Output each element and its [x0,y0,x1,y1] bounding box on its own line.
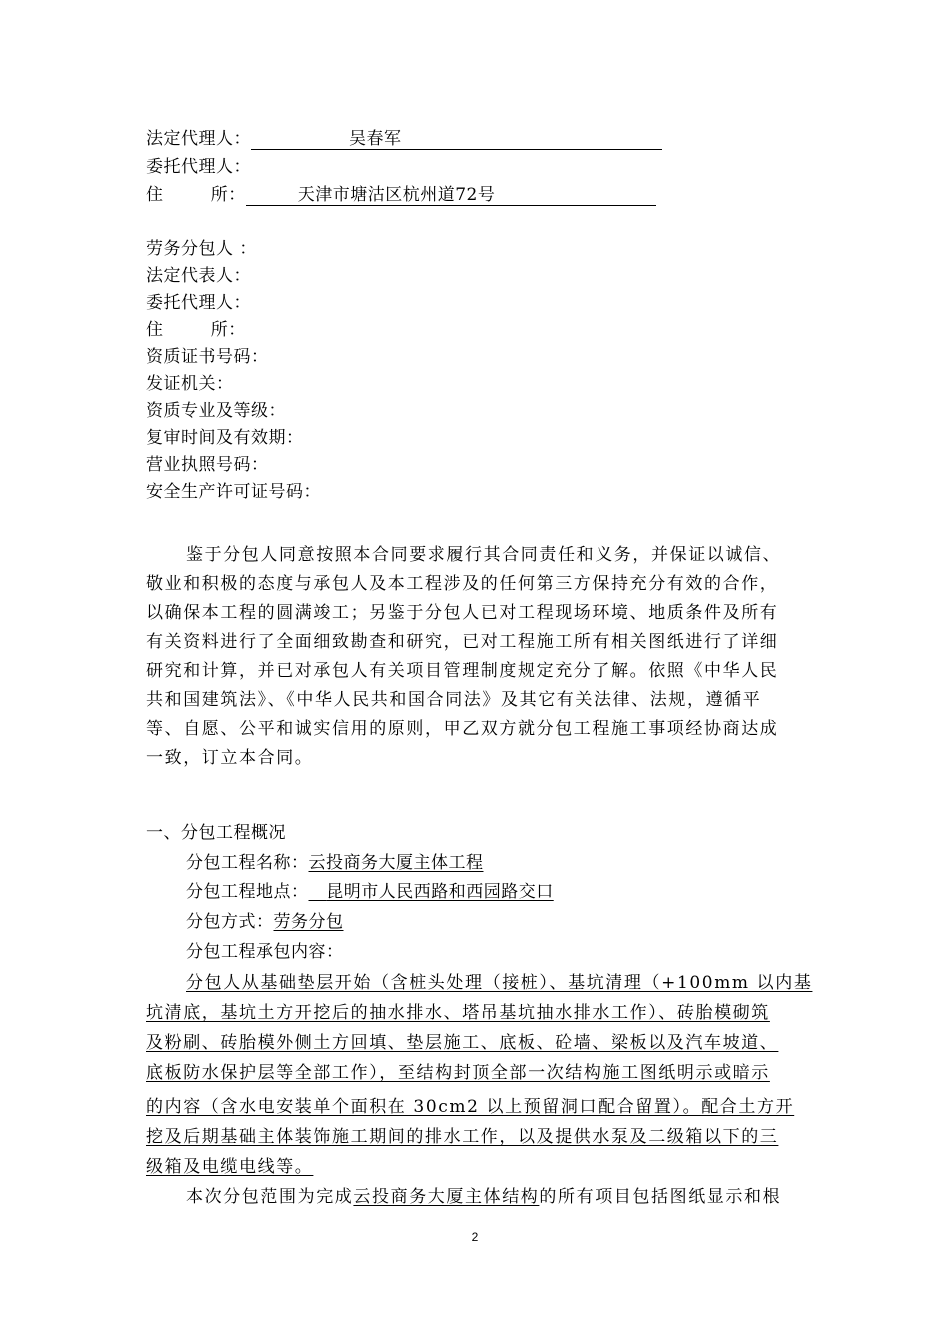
preamble-line: 以确保本工程的圆满竣工；另鉴于分包人已对工程现场环境、地质条件及所有 [146,603,779,623]
content-line: 及粉刷、砖胎模外侧土方回填、垫层施工、底板、砼墙、梁板以及汽车坡道、 [146,1033,779,1053]
content-line: 分包人从基础垫层开始（含桩头处理（接桩）、基坑清理（+100mm 以内基 [186,973,813,993]
project-name-value: 云投商务大厦主体工程 [308,853,484,873]
sub-field-review: 复审时间及有效期： [146,428,304,448]
agent-line [146,156,251,178]
preamble-line: 研究和计算，并已对承包人有关项目管理制度规定充分了解。依照《中华人民 [146,661,779,681]
method-line [186,911,344,933]
legal-rep-value: 吴春军 [349,129,402,149]
sub-field-agent: 委托代理人： [146,293,251,313]
preamble-line: 鉴于分包人同意按照本合同要求履行其合同责任和义务，并保证以诚信、 [186,545,782,565]
preamble-line: 有关资料进行了全面细致勘查和研究，已对工程施工所有相关图纸进行了详细 [146,632,779,652]
address-line [146,184,656,206]
legal-rep-label: 法定代理人： [146,129,251,149]
legal-rep-line [146,128,662,150]
content-line: 级箱及电缆电线等。 [146,1157,314,1177]
content-line: 的内容（含水电安装单个面积在 30cm2 以上预留洞口配合留置）。配合土方开 [146,1097,795,1117]
page-number: 2 [471,1230,479,1244]
content-line: 挖及后期基础主体装饰施工期间的排水工作，以及提供水泵及二级箱以下的三 [146,1127,779,1147]
scope-underlined: 云投商务大厦主体结构 [353,1187,540,1207]
scope-line [186,1186,781,1208]
preamble-line: 一致，订立本合同。 [146,748,314,768]
project-name-line [186,852,484,874]
legal-rep-field [251,129,662,150]
address-label: 住 所： [146,185,246,205]
content-label: 分包工程承包内容： [186,942,344,962]
scope-prefix: 本次分包范围为完成 [186,1187,354,1207]
sub-field-license: 营业执照号码： [146,455,269,475]
sub-field-legal-rep: 法定代表人： [146,266,251,286]
project-location-line [186,881,554,903]
sub-field-address: 住 所： [146,320,246,340]
preamble-line: 等、自愿、公平和诚实信用的原则，甲乙双方就分包工程施工事项经协商达成 [146,719,779,739]
method-value: 劳务分包 [273,912,344,932]
agent-label: 委托代理人： [146,157,251,177]
preamble-line: 共和国建筑法》、《中华人民共和国合同法》及其它有关法律、法规，遵循平 [146,690,762,710]
scope-suffix: 的所有项目包括图纸显示和根 [539,1187,782,1207]
project-location-label: 分包工程地点： [186,882,309,902]
address-field [246,185,656,206]
sub-field-grade: 资质专业及等级： [146,401,286,421]
preamble-line: 敬业和积极的态度与承包人及本工程涉及的任何第三方保持充分有效的合作， [146,574,779,594]
project-name-label: 分包工程名称： [186,853,309,873]
sub-field-cert-no: 资质证书号码： [146,347,269,367]
method-label: 分包方式： [186,912,274,932]
sub-field-labour: 劳务分包人 ： [146,239,257,259]
content-line: 坑清底，基坑土方开挖后的抽水排水、塔吊基坑抽水排水工作）、砖胎模砌筑 [146,1003,770,1023]
content-line: 底板防水保护层等全部工作），至结构封顶全部一次结构施工图纸明示或暗示 [146,1063,770,1083]
project-location-value: 昆明市人民西路和西园路交口 [326,882,554,902]
sub-field-issuer: 发证机关： [146,374,234,394]
sub-field-safety: 安全生产许可证号码： [146,482,321,502]
section-heading: 一、分包工程概况 [146,823,286,843]
address-value: 天津市塘沽区杭州道72号 [297,185,496,205]
